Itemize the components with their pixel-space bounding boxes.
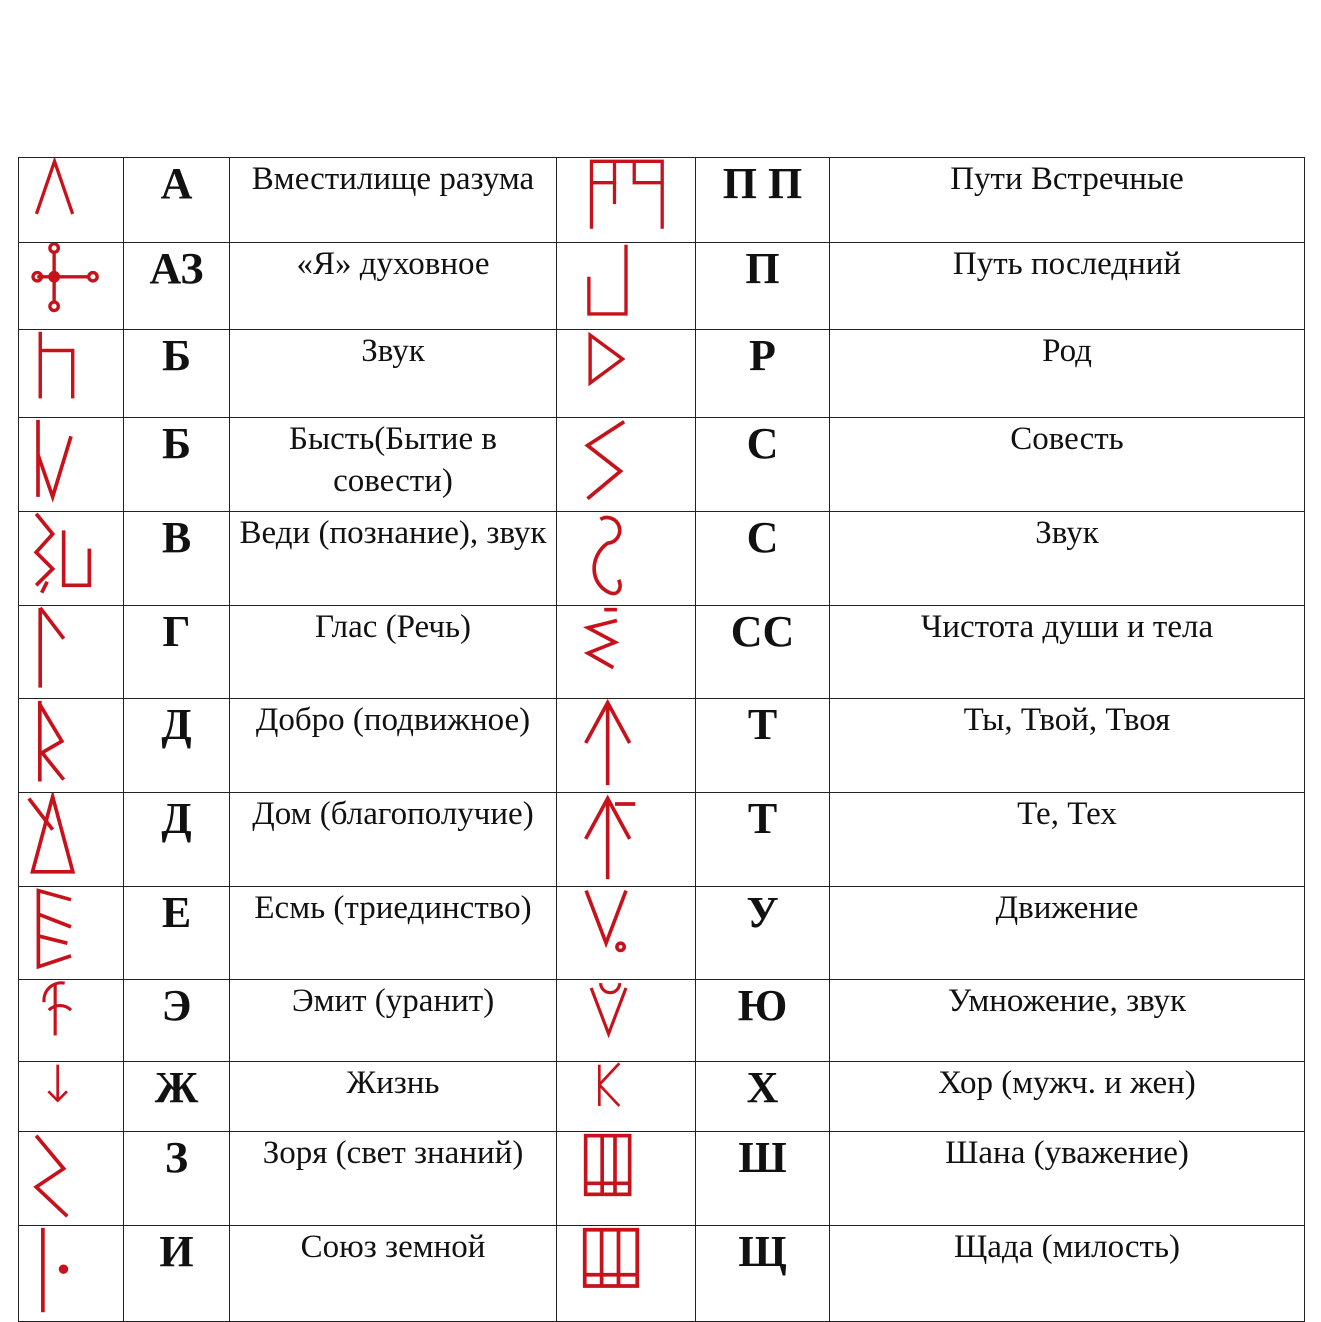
rune-meaning: Глас (Речь) bbox=[230, 606, 557, 699]
table-row bbox=[19, 1226, 1305, 1322]
rune-meaning: Совесть bbox=[830, 418, 1305, 512]
rune-meaning: Движение bbox=[830, 887, 1305, 980]
rune-letter: П П bbox=[696, 158, 830, 243]
table-row bbox=[19, 512, 1305, 606]
rune-letter: Щ bbox=[696, 1226, 830, 1322]
table-row bbox=[19, 793, 1305, 887]
sha-box-rune-icon bbox=[557, 1132, 696, 1226]
v-dot-rune-icon bbox=[557, 887, 696, 980]
last-path-rune-icon bbox=[557, 243, 696, 330]
esm-rune-icon bbox=[19, 887, 124, 980]
v-arc-rune-icon bbox=[557, 980, 696, 1062]
rune-table-body bbox=[19, 158, 1305, 1322]
rune-meaning: Веди (познание), звук bbox=[230, 512, 557, 606]
emit-rune-icon bbox=[19, 980, 124, 1062]
rune-meaning: Бысть(Бытие в совести) bbox=[230, 418, 557, 512]
double-path-rune-icon bbox=[557, 158, 696, 243]
rune-meaning: Жизнь bbox=[230, 1062, 557, 1132]
table-row bbox=[19, 330, 1305, 418]
rune-letter: Г bbox=[124, 606, 230, 699]
rune-letter: АЗ bbox=[124, 243, 230, 330]
rune-letter: Ш bbox=[696, 1132, 830, 1226]
arrow-down-rune-icon bbox=[19, 1062, 124, 1132]
rune-letter: Х bbox=[696, 1062, 830, 1132]
rune-letter: Е bbox=[124, 887, 230, 980]
rune-meaning: Пути Встречные bbox=[830, 158, 1305, 243]
lambda-rune-icon bbox=[19, 158, 124, 243]
rune-letter: А bbox=[124, 158, 230, 243]
arrow-up-rune-icon bbox=[557, 699, 696, 793]
rune-meaning: «Я» духовное bbox=[230, 243, 557, 330]
rune-letter: Б bbox=[124, 330, 230, 418]
rune-meaning: Звук bbox=[830, 512, 1305, 606]
rune-letter: Ж bbox=[124, 1062, 230, 1132]
table-row bbox=[19, 980, 1305, 1062]
rune-meaning: Путь последний bbox=[830, 243, 1305, 330]
table-row bbox=[19, 699, 1305, 793]
rune-letter: Т bbox=[696, 793, 830, 887]
table-row bbox=[19, 243, 1305, 330]
table-row bbox=[19, 887, 1305, 980]
rune-letter: Д bbox=[124, 699, 230, 793]
rune-meaning: Хор (мужч. и жен) bbox=[830, 1062, 1305, 1132]
rune-meaning: Род bbox=[830, 330, 1305, 418]
rune-meaning: Шана (уважение) bbox=[830, 1132, 1305, 1226]
rod-triangle-rune-icon bbox=[557, 330, 696, 418]
table-row bbox=[19, 1132, 1305, 1226]
table-row bbox=[19, 1062, 1305, 1132]
rune-letter: Д bbox=[124, 793, 230, 887]
rune-meaning: Союз земной bbox=[230, 1226, 557, 1322]
s-hook-rune-icon bbox=[557, 512, 696, 606]
rune-meaning: Вместилище разума bbox=[230, 158, 557, 243]
sigma-rune-icon bbox=[557, 418, 696, 512]
rune-meaning: Зоря (свет знаний) bbox=[230, 1132, 557, 1226]
arrow-up-dash-rune-icon bbox=[557, 793, 696, 887]
zorya-rune-icon bbox=[19, 1132, 124, 1226]
dom-triangle-rune-icon bbox=[19, 793, 124, 887]
table-row bbox=[19, 158, 1305, 243]
rune-letter: Т bbox=[696, 699, 830, 793]
rune-meaning: Умножение, звук bbox=[830, 980, 1305, 1062]
rune-meaning: Есмь (триединство) bbox=[230, 887, 557, 980]
rune-letter: Э bbox=[124, 980, 230, 1062]
glas-rune-icon bbox=[19, 606, 124, 699]
byst-rune-icon bbox=[19, 418, 124, 512]
rune-letter: С bbox=[696, 418, 830, 512]
rune-meaning: Щада (милость) bbox=[830, 1226, 1305, 1322]
rune-letter: З bbox=[124, 1132, 230, 1226]
rune-letter: П bbox=[696, 243, 830, 330]
rune-letter: С bbox=[696, 512, 830, 606]
rune-letter: И bbox=[124, 1226, 230, 1322]
shcha-box-rune-icon bbox=[557, 1226, 696, 1322]
vedi-rune-icon bbox=[19, 512, 124, 606]
dobro-rune-icon bbox=[19, 699, 124, 793]
rune-meaning: Добро (подвижное) bbox=[230, 699, 557, 793]
rune-letter: Ю bbox=[696, 980, 830, 1062]
rune-letter: В bbox=[124, 512, 230, 606]
rune-letter: Б bbox=[124, 418, 230, 512]
table-row bbox=[19, 418, 1305, 512]
rune-table bbox=[18, 157, 1305, 1322]
rune-meaning: Ты, Твой, Твоя bbox=[830, 699, 1305, 793]
rune-letter: Р bbox=[696, 330, 830, 418]
rune-letter: У bbox=[696, 887, 830, 980]
line-dot-rune-icon bbox=[19, 1226, 124, 1322]
table-row bbox=[19, 606, 1305, 699]
zigzag-rune-icon bbox=[557, 606, 696, 699]
rune-meaning: Дом (благополучие) bbox=[230, 793, 557, 887]
rune-meaning: Звук bbox=[230, 330, 557, 418]
b-sound-rune-icon bbox=[19, 330, 124, 418]
rune-meaning: Эмит (уранит) bbox=[230, 980, 557, 1062]
rune-meaning: Чистота души и тела bbox=[830, 606, 1305, 699]
az-cross-rune-icon bbox=[19, 243, 124, 330]
rune-meaning: Те, Тех bbox=[830, 793, 1305, 887]
rune-letter: СС bbox=[696, 606, 830, 699]
k-rune-icon bbox=[557, 1062, 696, 1132]
